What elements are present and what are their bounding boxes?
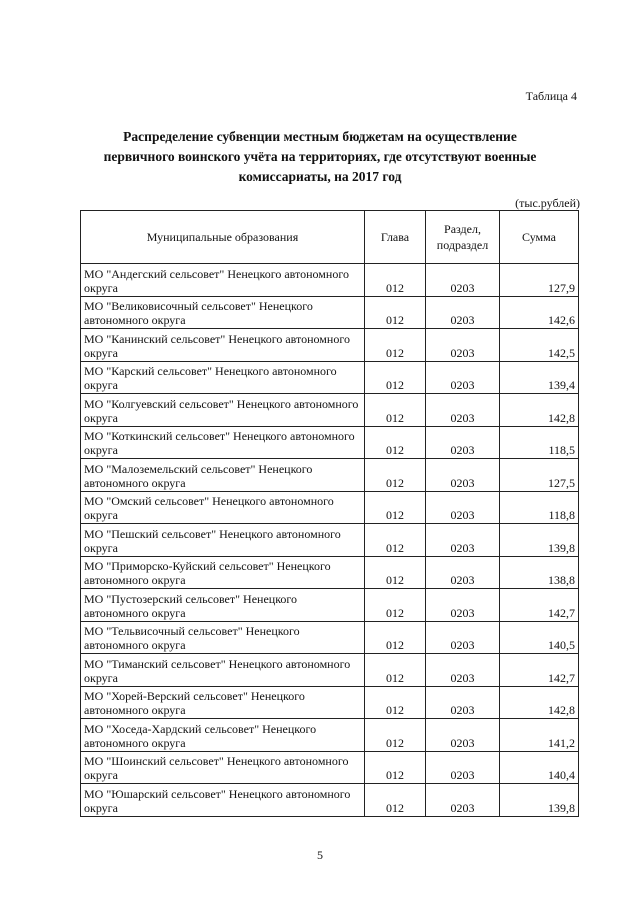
municipality-cell: МО "Великовисочный сельсовет" Ненецкого автономного округа <box>81 296 365 329</box>
section-cell: 0203 <box>426 524 500 557</box>
municipality-cell: МО "Хорей-Верский сельсовет" Ненецкого автономного округа <box>81 686 365 719</box>
table-row <box>81 751 579 784</box>
table-row <box>81 264 579 297</box>
table-row <box>81 296 579 329</box>
section-cell: 0203 <box>426 329 500 362</box>
chapter-cell: 012 <box>365 491 426 524</box>
municipality-cell: МО "Тиманский сельсовет" Ненецкого автономного округа <box>81 654 365 687</box>
section-cell: 0203 <box>426 556 500 589</box>
amount-cell: 118,8 <box>500 491 579 524</box>
amount-cell: 139,4 <box>500 361 579 394</box>
section-cell: 0203 <box>426 491 500 524</box>
municipality-cell: МО "Андегский сельсовет" Ненецкого автономного округа <box>81 264 365 297</box>
table-row <box>81 784 579 817</box>
municipality-cell: МО "Тельвисочный сельсовет" Ненецкого автономного округа <box>81 621 365 654</box>
chapter-cell: 012 <box>365 621 426 654</box>
amount-cell: 142,6 <box>500 296 579 329</box>
amount-cell: 142,7 <box>500 589 579 622</box>
chapter-cell: 012 <box>365 784 426 817</box>
section-cell: 0203 <box>426 719 500 752</box>
chapter-cell: 012 <box>365 751 426 784</box>
table-row <box>81 654 579 687</box>
section-cell: 0203 <box>426 654 500 687</box>
municipality-cell: МО "Омский сельсовет" Ненецкого автономного округа <box>81 491 365 524</box>
chapter-cell: 012 <box>365 524 426 557</box>
municipality-cell: МО "Шоинский сельсовет" Ненецкого автономного округа <box>81 751 365 784</box>
table-row <box>81 589 579 622</box>
municipality-cell: МО "Пешский сельсовет" Ненецкого автономного округа <box>81 524 365 557</box>
section-cell: 0203 <box>426 296 500 329</box>
header-section: Раздел, подраздел <box>426 211 500 264</box>
header-municipality: Муниципальные образования <box>81 211 365 264</box>
table-row <box>81 426 579 459</box>
amount-cell: 142,7 <box>500 654 579 687</box>
table-row <box>81 394 579 427</box>
chapter-cell: 012 <box>365 589 426 622</box>
section-cell: 0203 <box>426 459 500 492</box>
table-label: Таблица 4 <box>525 89 577 103</box>
table-row <box>81 621 579 654</box>
chapter-cell: 012 <box>365 394 426 427</box>
table-header-row <box>81 211 579 264</box>
amount-cell: 138,8 <box>500 556 579 589</box>
header-amount: Сумма <box>500 211 579 264</box>
section-cell: 0203 <box>426 751 500 784</box>
municipality-cell: МО "Канинский сельсовет" Ненецкого автономного округа <box>81 329 365 362</box>
chapter-cell: 012 <box>365 459 426 492</box>
table-row <box>81 719 579 752</box>
header-chapter: Глава <box>365 211 426 264</box>
section-cell: 0203 <box>426 686 500 719</box>
document-title: Распределение субвенции местным бюджетам на осуществление первичного воинского учёта на территориях, где отсутствуют военные комиссариаты, на 2017 год <box>103 129 537 184</box>
municipality-cell: МО "Коткинский сельсовет" Ненецкого автономного округа <box>81 426 365 459</box>
amount-cell: 127,9 <box>500 264 579 297</box>
municipality-cell: МО "Колгуевский сельсовет" Ненецкого автономного округа <box>81 394 365 427</box>
chapter-cell: 012 <box>365 361 426 394</box>
amount-cell: 142,8 <box>500 394 579 427</box>
page-number: 5 <box>317 848 323 862</box>
municipality-cell: МО "Юшарский сельсовет" Ненецкого автономного округа <box>81 784 365 817</box>
section-cell: 0203 <box>426 621 500 654</box>
units-label: (тыс.рублей) <box>515 196 580 210</box>
chapter-cell: 012 <box>365 719 426 752</box>
chapter-cell: 012 <box>365 329 426 362</box>
table-row <box>81 459 579 492</box>
section-cell: 0203 <box>426 264 500 297</box>
amount-cell: 141,2 <box>500 719 579 752</box>
municipality-cell: МО "Малоземельский сельсовет" Ненецкого автономного округа <box>81 459 365 492</box>
table-row <box>81 491 579 524</box>
amount-cell: 140,4 <box>500 751 579 784</box>
subvention-table <box>80 210 579 817</box>
section-cell: 0203 <box>426 784 500 817</box>
amount-cell: 139,8 <box>500 784 579 817</box>
chapter-cell: 012 <box>365 686 426 719</box>
table-row <box>81 329 579 362</box>
table-row <box>81 524 579 557</box>
municipality-cell: МО "Приморско-Куйский сельсовет" Ненецкого автономного округа <box>81 556 365 589</box>
table-row <box>81 361 579 394</box>
section-cell: 0203 <box>426 426 500 459</box>
amount-cell: 142,8 <box>500 686 579 719</box>
table-row <box>81 556 579 589</box>
amount-cell: 127,5 <box>500 459 579 492</box>
municipality-cell: МО "Хоседа-Хардский сельсовет" Ненецкого автономного округа <box>81 719 365 752</box>
section-cell: 0203 <box>426 394 500 427</box>
amount-cell: 118,5 <box>500 426 579 459</box>
table-row <box>81 686 579 719</box>
chapter-cell: 012 <box>365 654 426 687</box>
chapter-cell: 012 <box>365 264 426 297</box>
amount-cell: 139,8 <box>500 524 579 557</box>
chapter-cell: 012 <box>365 426 426 459</box>
municipality-cell: МО "Пустозерский сельсовет" Ненецкого автономного округа <box>81 589 365 622</box>
chapter-cell: 012 <box>365 556 426 589</box>
section-cell: 0203 <box>426 589 500 622</box>
chapter-cell: 012 <box>365 296 426 329</box>
municipality-cell: МО "Карский сельсовет" Ненецкого автономного округа <box>81 361 365 394</box>
amount-cell: 142,5 <box>500 329 579 362</box>
section-cell: 0203 <box>426 361 500 394</box>
amount-cell: 140,5 <box>500 621 579 654</box>
